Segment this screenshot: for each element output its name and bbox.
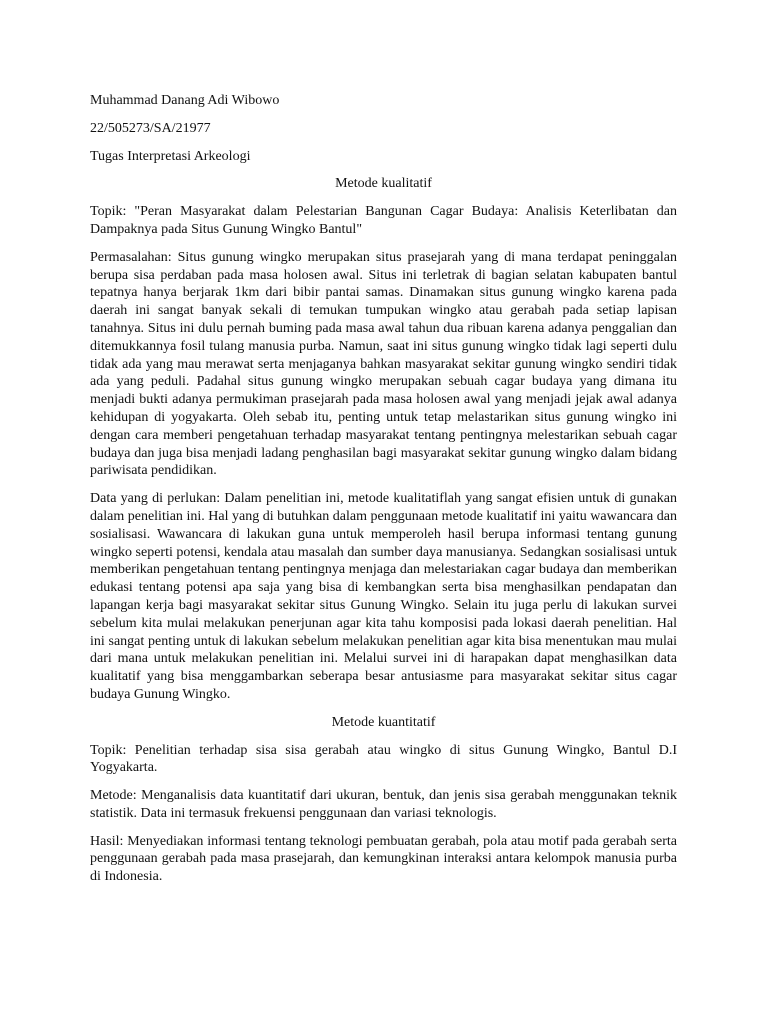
qualitative-data-needed: Data yang di perlukan: Dalam penelitian ini, metode kualitatiflah yang sangat efisien untuk di gunakan dalam penelitian ini. Hal yang di butuhkan dalam penggunaan metode kualitatif ini yaitu wawancara dan sosialisasi. Wawancara di lakukan guna untuk memperoleh hasil berupa informasi tentang gunung wingko seperti potensi, kendala atau masalah dan sumber daya manusianya. Sedangkan sosialisasi untuk memberikan pengetahuan tentang pentingnya menjaga dan melestariakan cagar budaya dan memberikan edukasi tentang potensi apa saja yang bisa di kembangkan serta bisa menghasilkan pendapatan dan lapangan kerja bagi masyarakat sekitar situs Gunung Wingko. Selain itu juga perlu di lakukan survei sebelum kita mulai melakukan penerjunan agar kita tahu komposisi pada lokasi daerah penelitian. Hal ini sangat penting untuk di lakukan sebelum melakukan penelitian agar kita bisa menentukan mau mulai dari mana untuk melakukan penelitian ini. Melalui survei ini di harapakan dapat menghasilkan data kualitatif yang bisa menggambarkan seberapa besar antusiasme para masyarakat sekitar situs cagar budaya Gunung Wingko. <box>90 491 677 702</box>
qualitative-heading: Metode kualitatif <box>335 176 432 192</box>
assignment-title: Tugas Interpretasi Arkeologi <box>90 148 251 164</box>
quantitative-topic: Topik: Penelitian terhadap sisa sisa gerabah atau wingko di situs Gunung Wingko, Bantul D.I Yogyakarta. <box>90 742 677 776</box>
quantitative-result: Hasil: Menyediakan informasi tentang teknologi pembuatan gerabah, pola atau motif pada gerabah serta penggunaan gerabah pada masa prasejarah, dan kemungkinan interaksi antara kelompok manusia purba di Indonesia. <box>90 833 677 885</box>
document-page <box>90 92 677 896</box>
student-id: 22/505273/SA/21977 <box>90 120 211 136</box>
author-name: Muhammad Danang Adi Wibowo <box>90 93 280 108</box>
quantitative-method: Metode: Menganalisis data kuantitatif dari ukuran, bentuk, dan jenis sisa gerabah menggunakan teknik statistik. Data ini termasuk frekuensi penggunaan dan variasi teknologis. <box>90 788 677 821</box>
quantitative-heading: Metode kuantitatif <box>331 714 436 730</box>
qualitative-problem: Permasalahan: Situs gunung wingko merupakan situs prasejarah yang di mana terdapat peninggalan berupa sisa perdaban pada masa holosen awal. Situs ini terletrak di bagian selatan kabupaten bantul tepatnya hanya berjarak 1km dari bibir pantai samas. Dinamakan situs gunung wingko karena pada daerah ini sangat banyak sekali di temukan tumpukan wingko atau gerabah pada setiap lapisan tanahnya. Situs ini dulu pernah buming pada masa awal tahun dua ribuan karena adanya penggalian dan ditemukkannya fosil tulang manusia purba. Namun, saat ini situs gunung wingko tidak lagi seperti dulu tidak ada yang mau merawat serta menjaganya bahkan masyarakat sekitar gunung wingko sendiri tidak ada yang peduli. Padahal situs gunung wingko merupakan sebuah cagar budaya yang dimana itu menjadi bukti adanya permukiman prasejarah pada masa holosen awal yang menjadi jejak awal adanya kehidupan di yogyakarta. Oleh sebab itu, penting untuk tetap melastarikan situs gunung wingko ini dengan cara memberi pengetahuan terhadap masyarakat tentang pentingnya melestarikan sebuah cagar budaya dan juga bisa menjadi ladang penghasilan bagi masyarakat sekitar gunung wingko dalam bidang pariwisata pendidikan. <box>90 249 677 479</box>
qualitative-topic: Topik: "Peran Masyarakat dalam Pelestarian Bangunan Cagar Budaya: Analisis Keterlibatan dan Dampaknya pada Situs Gunung Wingko Bantul" <box>90 204 677 237</box>
